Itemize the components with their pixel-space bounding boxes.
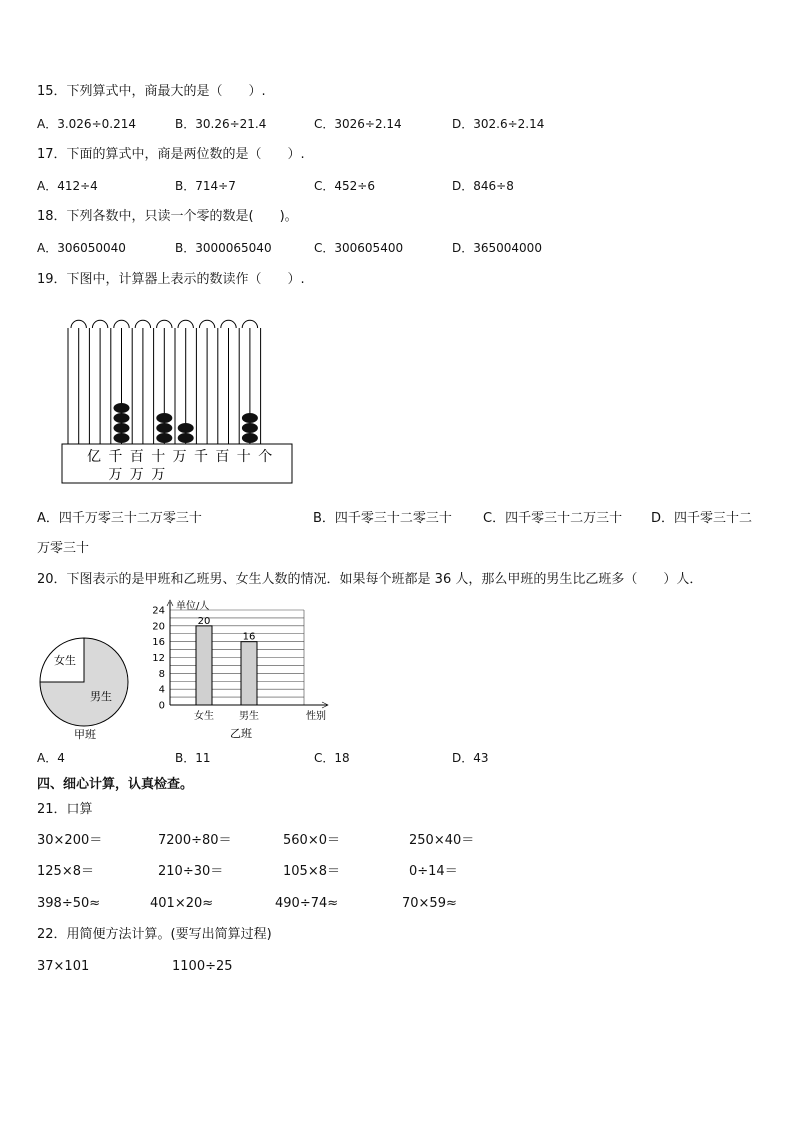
- abacus-rod-arch: [157, 320, 172, 328]
- q19-option-b: B．四千零三十二零三十: [313, 511, 452, 526]
- q22-item: 37×101: [37, 959, 90, 974]
- section-4-title: 四、细心计算，认真检查。: [37, 777, 194, 792]
- abacus-place-label: 万: [172, 449, 187, 465]
- q20-stem: 20．下图表示的是甲班和乙班男、女生人数的情况．如果每个班都是 36 人，那么甲班的男生比乙班多（ ）人．: [37, 572, 703, 587]
- q21-item: 30×200＝: [37, 833, 103, 848]
- abacus-bead: [178, 433, 194, 443]
- abacus-bead: [114, 403, 130, 413]
- q19-option-d: D．四千零三十二: [651, 511, 753, 526]
- bar-chart-xlabel: 性别: [306, 711, 326, 722]
- q19-stem: 19．下图中，计算器上表示的数读作（ ）.: [37, 272, 305, 287]
- pie-title: 甲班: [74, 728, 96, 741]
- abacus-place-label: 十: [236, 449, 251, 465]
- abacus-bead: [114, 413, 130, 423]
- bar-value-label: 16: [242, 631, 256, 643]
- abacus-rod-arch: [221, 320, 236, 328]
- q18-option-d: D．365004000: [452, 241, 542, 255]
- q20-option-d: D．43: [452, 751, 489, 765]
- q15-option-d: D．302.6÷2.14: [452, 117, 545, 131]
- q18-option-a: A．306050040: [37, 241, 126, 255]
- abacus-place-label: 千: [108, 449, 123, 465]
- abacus-place-label-line2: 万: [108, 467, 123, 483]
- abacus-bead: [156, 423, 172, 433]
- q21-item: 70×59≈: [402, 896, 457, 911]
- q21-item: 560×0＝: [283, 833, 340, 848]
- q21-item: 7200÷80＝: [158, 833, 232, 848]
- abacus-place-label: 百: [215, 449, 230, 465]
- q21-item: 0÷14＝: [409, 864, 458, 879]
- bar-value-label: 20: [197, 615, 211, 627]
- abacus-diagram: [60, 318, 300, 488]
- abacus-bead: [242, 433, 258, 443]
- q15-stem: 15．下列算式中，商最大的是（ ）.: [37, 84, 266, 99]
- abacus-rod-arch: [199, 320, 214, 328]
- bar-yticks: [152, 606, 165, 712]
- bar-ytick-label: 8: [158, 668, 165, 680]
- q18-option-c: C．300605400: [314, 241, 404, 255]
- q21-item: 398÷50≈: [37, 896, 101, 911]
- bar-ytick-label: 0: [158, 700, 165, 712]
- q21-item: 125×8＝: [37, 864, 94, 879]
- q19-option-d-continued: 万零三十: [37, 541, 90, 556]
- bar-ytick-label: 24: [152, 605, 165, 617]
- q19-option-c: C．四千零三十二万三十: [483, 511, 623, 526]
- bar-ytick-label: 20: [152, 621, 165, 633]
- q17-stem: 17．下面的算式中，商是两位数的是（ ）.: [37, 147, 305, 162]
- q17-option-c: C．452÷6: [314, 179, 375, 193]
- abacus-rod-arch: [71, 320, 86, 328]
- bar-ytick-label: 4: [158, 684, 165, 696]
- bar-ytick-label: 16: [152, 637, 165, 649]
- bar-chart: [148, 598, 344, 742]
- pie-chart: [38, 636, 134, 742]
- abacus-rod-arch: [92, 320, 107, 328]
- abacus-place-label: 个: [258, 449, 273, 465]
- abacus-rod-arch: [178, 320, 193, 328]
- bar-bars: [196, 616, 257, 705]
- abacus-bead: [242, 413, 258, 423]
- abacus-bead: [156, 413, 172, 423]
- abacus-bead: [156, 433, 172, 443]
- q17-option-a: A．412÷4: [37, 179, 98, 193]
- q17-option-d: D．846÷8: [452, 179, 514, 193]
- pie-slices: [40, 638, 128, 726]
- q18-option-b: B．3000065040: [175, 241, 272, 255]
- abacus-place-label: 亿: [87, 449, 101, 465]
- q21-item: 401×20≈: [150, 896, 214, 911]
- bar-ytick-label: 12: [152, 653, 165, 664]
- q22-stem: 22．用简便方法计算。(要写出简算过程): [37, 927, 272, 942]
- abacus-place-label: 十: [151, 449, 166, 465]
- bar-category-label: 男生: [239, 711, 259, 722]
- pie-label-girls: 女生: [54, 654, 76, 667]
- abacus-bead: [178, 423, 194, 433]
- q15-option-c: C．3026÷2.14: [314, 117, 402, 131]
- pie-label-boys: 男生: [90, 690, 112, 703]
- bar-chart-ylabel: 单位/人: [176, 601, 210, 612]
- abacus-bead: [242, 423, 258, 433]
- bar-category-label: 女生: [194, 711, 214, 722]
- abacus-place-label-line2: 万: [151, 467, 166, 483]
- q17-option-b: B．714÷7: [175, 179, 236, 193]
- bar-xlabels: [194, 709, 259, 722]
- q20-option-b: B．11: [175, 751, 211, 765]
- q21-stem: 21．口算: [37, 802, 93, 817]
- abacus-place-label: 千: [194, 449, 208, 465]
- q21-item: 210÷30＝: [158, 864, 224, 879]
- abacus-rod-arch: [114, 320, 129, 328]
- abacus-place-label: 百: [129, 449, 144, 465]
- q15-option-a: A．3.026÷0.214: [37, 117, 136, 131]
- bar-chart-title: 乙班: [230, 727, 252, 740]
- q19-option-a: A．四千万零三十二万零三十: [37, 511, 202, 526]
- abacus-bead: [114, 423, 130, 433]
- q20-option-c: C．18: [314, 751, 350, 765]
- q18-stem: 18．下列各数中，只读一个零的数是( )。: [37, 209, 298, 224]
- bar: [196, 626, 212, 705]
- q22-item: 1100÷25: [172, 959, 233, 974]
- q15-option-b: B．30.26÷21.4: [175, 117, 267, 131]
- abacus-rod-arch: [242, 320, 257, 328]
- abacus-rod-arch: [135, 320, 150, 328]
- abacus-bead: [114, 433, 130, 443]
- abacus-place-label-line2: 万: [129, 467, 144, 483]
- bar: [241, 642, 257, 705]
- q21-item: 105×8＝: [283, 864, 340, 879]
- q21-item: 250×40＝: [409, 833, 475, 848]
- q20-option-a: A．4: [37, 751, 65, 765]
- q21-item: 490÷74≈: [275, 896, 339, 911]
